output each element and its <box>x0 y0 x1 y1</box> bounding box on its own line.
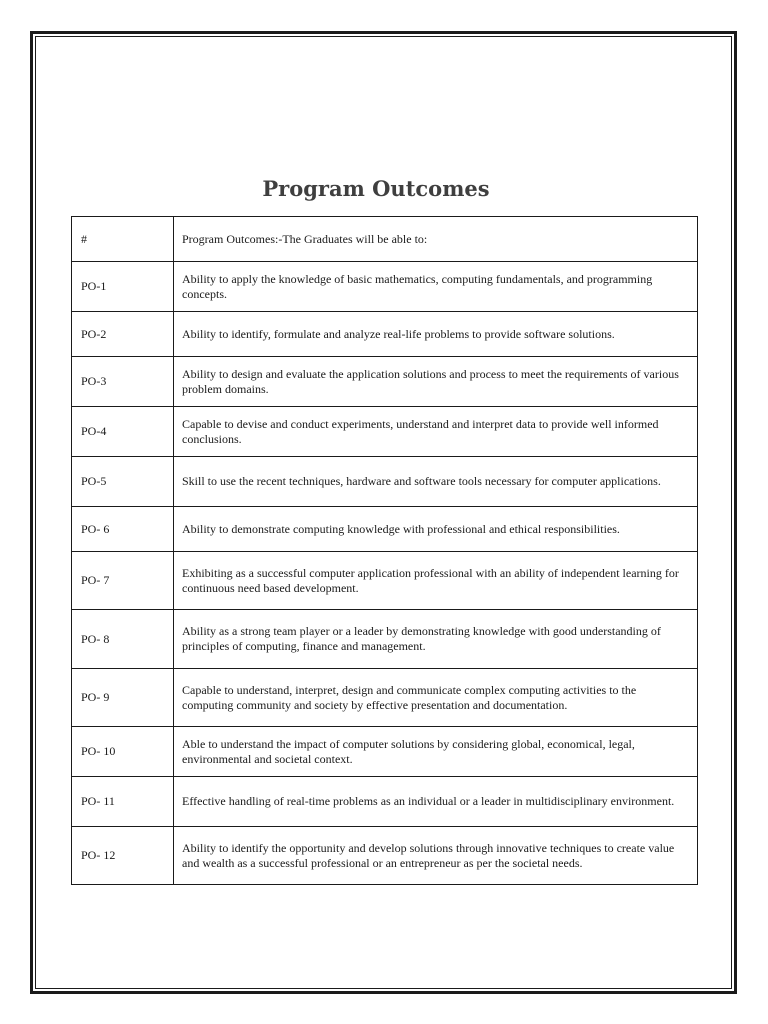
row-text-cell: Ability to design and evaluate the application solutions and process to meet the requirements of various problem domains. <box>174 357 698 407</box>
row-text-cell: Effective handling of real-time problems as an individual or a leader in multidisciplinary environment. <box>174 777 698 827</box>
row-text-cell: Capable to understand, interpret, design and communicate complex computing activities to the computing community and society by effective presentation and documentation. <box>174 669 698 727</box>
table-row <box>72 507 698 552</box>
row-id-cell <box>72 610 174 669</box>
row-text-cell: Ability to identify, formulate and analyze real-life problems to provide software solutions. <box>174 312 698 357</box>
table-row <box>72 610 698 669</box>
table-row <box>72 357 698 407</box>
row-id-cell <box>72 357 174 407</box>
header-id-text: # <box>81 231 87 246</box>
row-text-cell: Capable to devise and conduct experiments, understand and interpret data to provide well informed conclusions. <box>174 407 698 457</box>
row-id-cell <box>72 312 174 357</box>
header-id-cell <box>72 217 174 262</box>
row-id: PO- 10 <box>81 744 116 758</box>
header-text-cell: Program Outcomes:-The Graduates will be able to: <box>174 217 698 262</box>
row-id: PO- 9 <box>81 690 110 704</box>
program-outcomes-table <box>71 216 698 885</box>
row-id: PO-5 <box>81 474 107 488</box>
row-id: PO- 12 <box>81 848 116 862</box>
row-id: PO-4 <box>81 424 107 438</box>
row-text-cell: Skill to use the recent techniques, hardware and software tools necessary for computer applications. <box>174 457 698 507</box>
table-header-row <box>72 217 698 262</box>
row-id: PO- 8 <box>81 631 110 646</box>
row-id-cell <box>72 777 174 827</box>
row-id: PO-3 <box>81 374 107 388</box>
row-id-cell <box>72 552 174 610</box>
table-row <box>72 407 698 457</box>
row-id-cell <box>72 457 174 507</box>
table-row <box>72 827 698 885</box>
table-row <box>72 727 698 777</box>
row-text-cell: Ability to identify the opportunity and develop solutions through innovative techniques to create value and wealth as a successful professional or an entrepreneur as per the societal needs. <box>174 827 698 885</box>
row-id-cell <box>72 407 174 457</box>
row-text-cell: Ability as a strong team player or a leader by demonstrating knowledge with good understanding of principles of computing, finance and management. <box>174 610 698 669</box>
table-row <box>72 669 698 727</box>
row-text-cell: Ability to apply the knowledge of basic mathematics, computing fundamentals, and programming concepts. <box>174 262 698 312</box>
table-row <box>72 777 698 827</box>
row-id: PO- 7 <box>81 573 110 587</box>
row-text-cell: Exhibiting as a successful computer application professional with an ability of independent learning for continuous need based development. <box>174 552 698 610</box>
row-id-cell <box>72 669 174 727</box>
row-id-cell <box>72 727 174 777</box>
row-id-cell <box>72 262 174 312</box>
row-id: PO- 11 <box>81 794 115 808</box>
row-text-cell: Ability to demonstrate computing knowledge with professional and ethical responsibilities. <box>174 507 698 552</box>
row-id: PO- 6 <box>81 521 110 536</box>
table-row <box>72 262 698 312</box>
row-id-cell <box>72 507 174 552</box>
table-row <box>72 552 698 610</box>
table-row <box>72 312 698 357</box>
row-id: PO-1 <box>81 279 107 293</box>
row-id-cell <box>72 827 174 885</box>
page-title: Program Outcomes <box>262 176 490 201</box>
row-id: PO-2 <box>81 326 107 341</box>
table-row <box>72 457 698 507</box>
row-text-cell: Able to understand the impact of computer solutions by considering global, economical, legal, environmental and societal context. <box>174 727 698 777</box>
